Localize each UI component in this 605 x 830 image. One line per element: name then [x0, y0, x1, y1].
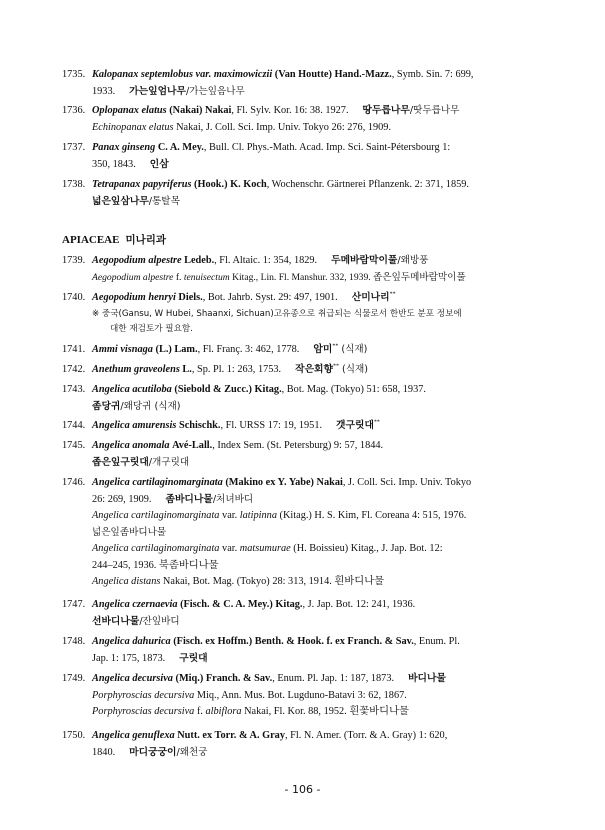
- species-entry-1746: 1746. Angelica cartilaginomarginata (Makino ex Y. Yabe) Nakai, J. Coll. Sci. Imp. Univ. Tokyo 26: 269, 1909. 좀바디나물/처녀바디 Angelica cartilaginomarginata var. latipinna (Kitag.) H. S. Kim, Fl. Coreana 4: 515, 1976. 넓은잎좀바디나물 Angelica cartilaginomarginata var. matsumurae (H. Boissieu) Kitag., J. Jap. Bot. 12: 244‒245, 1936. 북좀바디나물 Angelica distans Nakai, Bot. Mag. (Tokyo) 28: 313, 1914. 흰바디나물: [62, 477, 472, 587]
- species-entry-1748: 1748. Angelica dahurica (Fisch. ex Hoffm.) Benth. & Hook. f. ex Franch. & Sav., Enum. Pl. Jap. 1: 175, 1873. 구릿대: [62, 636, 460, 664]
- species-entry-1740: 1740. Aegopodium henryi Diels., Bot. Jahrb. Syst. 29: 497, 1901. 산미나리** ※ 중국(Gansu, W Hubei, Shaanxi, Sichuan)고유종으로 취급되는 식물로서 한반도 분포 정보에 대한 재검토가 필요함.: [62, 290, 548, 337]
- species-entry-1735: 1735. Kalopanax septemlobus var. maximowiczii (Van Houtte) Hand.-Mazz., Symb. Sin. 7: 699, 1933. 가는잎엄나무/가는잎음나무: [62, 69, 474, 97]
- page-number: - 106 -: [284, 783, 321, 796]
- species-entry-1747: 1747. Angelica czernaevia (Fisch. & C. A. Mey.) Kitag., J. Jap. Bot. 12: 241, 1936. 선바디나물/잔잎바디: [62, 599, 416, 627]
- species-entry-1738: 1738. Tetrapanax papyriferus (Hook.) K. Koch, Wochenschr. Gärtnerei Pflanzenk. 2: 371, 1859. 넓은잎삼나무/통탈목: [62, 179, 469, 207]
- species-entry-1742: 1742. Anethum graveolens L., Sp. Pl. 1: 263, 1753. 작은회향** (식재): [62, 363, 369, 375]
- species-entry-1741: 1741. Ammi visnaga (L.) Lam., Fl. Franç. 3: 462, 1778. 암미** (식재): [62, 343, 368, 355]
- distribution-note: ※ 중국(Gansu, W Hubei, Shaanxi, Sichuan)고유종으로 취급되는 식물로서 한반도 분포 정보에: [92, 308, 462, 319]
- species-entry-1750: 1750. Angelica genuflexa Nutt. ex Torr. & A. Gray, Fl. N. Amer. (Torr. & A. Gray) 1: 620, 1840. 마디궁궁이/왜천궁: [62, 730, 448, 758]
- species-entry-1736: 1736. Oplopanax elatus (Nakai) Nakai, Fl. Sylv. Kor. 16: 38. 1927. 땅두릅나무/땃두릅나무 Echinopanax elatus Nakai, J. Coll. Sci. Imp. Univ. Tokyo 26: 276, 1909.: [62, 105, 460, 133]
- species-entry-1749: 1749. Angelica decursiva (Miq.) Franch. & Sav., Enum. Pl. Jap. 1: 187, 1873. 바디나물 Porphyroscias decursiva Miq., Ann. Mus. Bot. Lugduno-Batavi 3: 62, 1867. Porphyroscias decursiva f. albiflora Nakai, Fl. Kor. 88, 1952. 흰꽃바디나물: [62, 673, 446, 717]
- species-entry-1737: 1737. Panax ginseng C. A. Mey., Bull. Cl. Phys.-Math. Acad. Imp. Sci. Saint-Pétersbourg 1: 350, 1843. 인삼: [62, 142, 451, 170]
- species-entry-1739: 1739. Aegopodium alpestre Ledeb., Fl. Altaic. 1: 354, 1829. 두메바람막이풀/왜방풍 Aegopodium alpestre f. tenuisectum Kitag., Lin. Fl. Manshur. 332, 1939. 좁은잎두메바람막이풀: [62, 255, 466, 283]
- species-entry-1745: 1745. Angelica anomala Avé-Lall., Index Sem. (St. Petersburg) 9: 57, 1844. 좁은잎구릿대/개구릿대: [62, 440, 384, 468]
- species-entry-1744: 1744. Angelica amurensis Schischk., Fl. URSS 17: 19, 1951. 갯구릿대**: [62, 419, 380, 431]
- species-entry-1743: 1743. Angelica acutiloba (Siebold & Zucc.) Kitag., Bot. Mag. (Tokyo) 51: 658, 1937. 좀당귀/왜당귀 (식재): [62, 384, 426, 412]
- family-heading: APIACEAE 미나리과: [62, 234, 167, 246]
